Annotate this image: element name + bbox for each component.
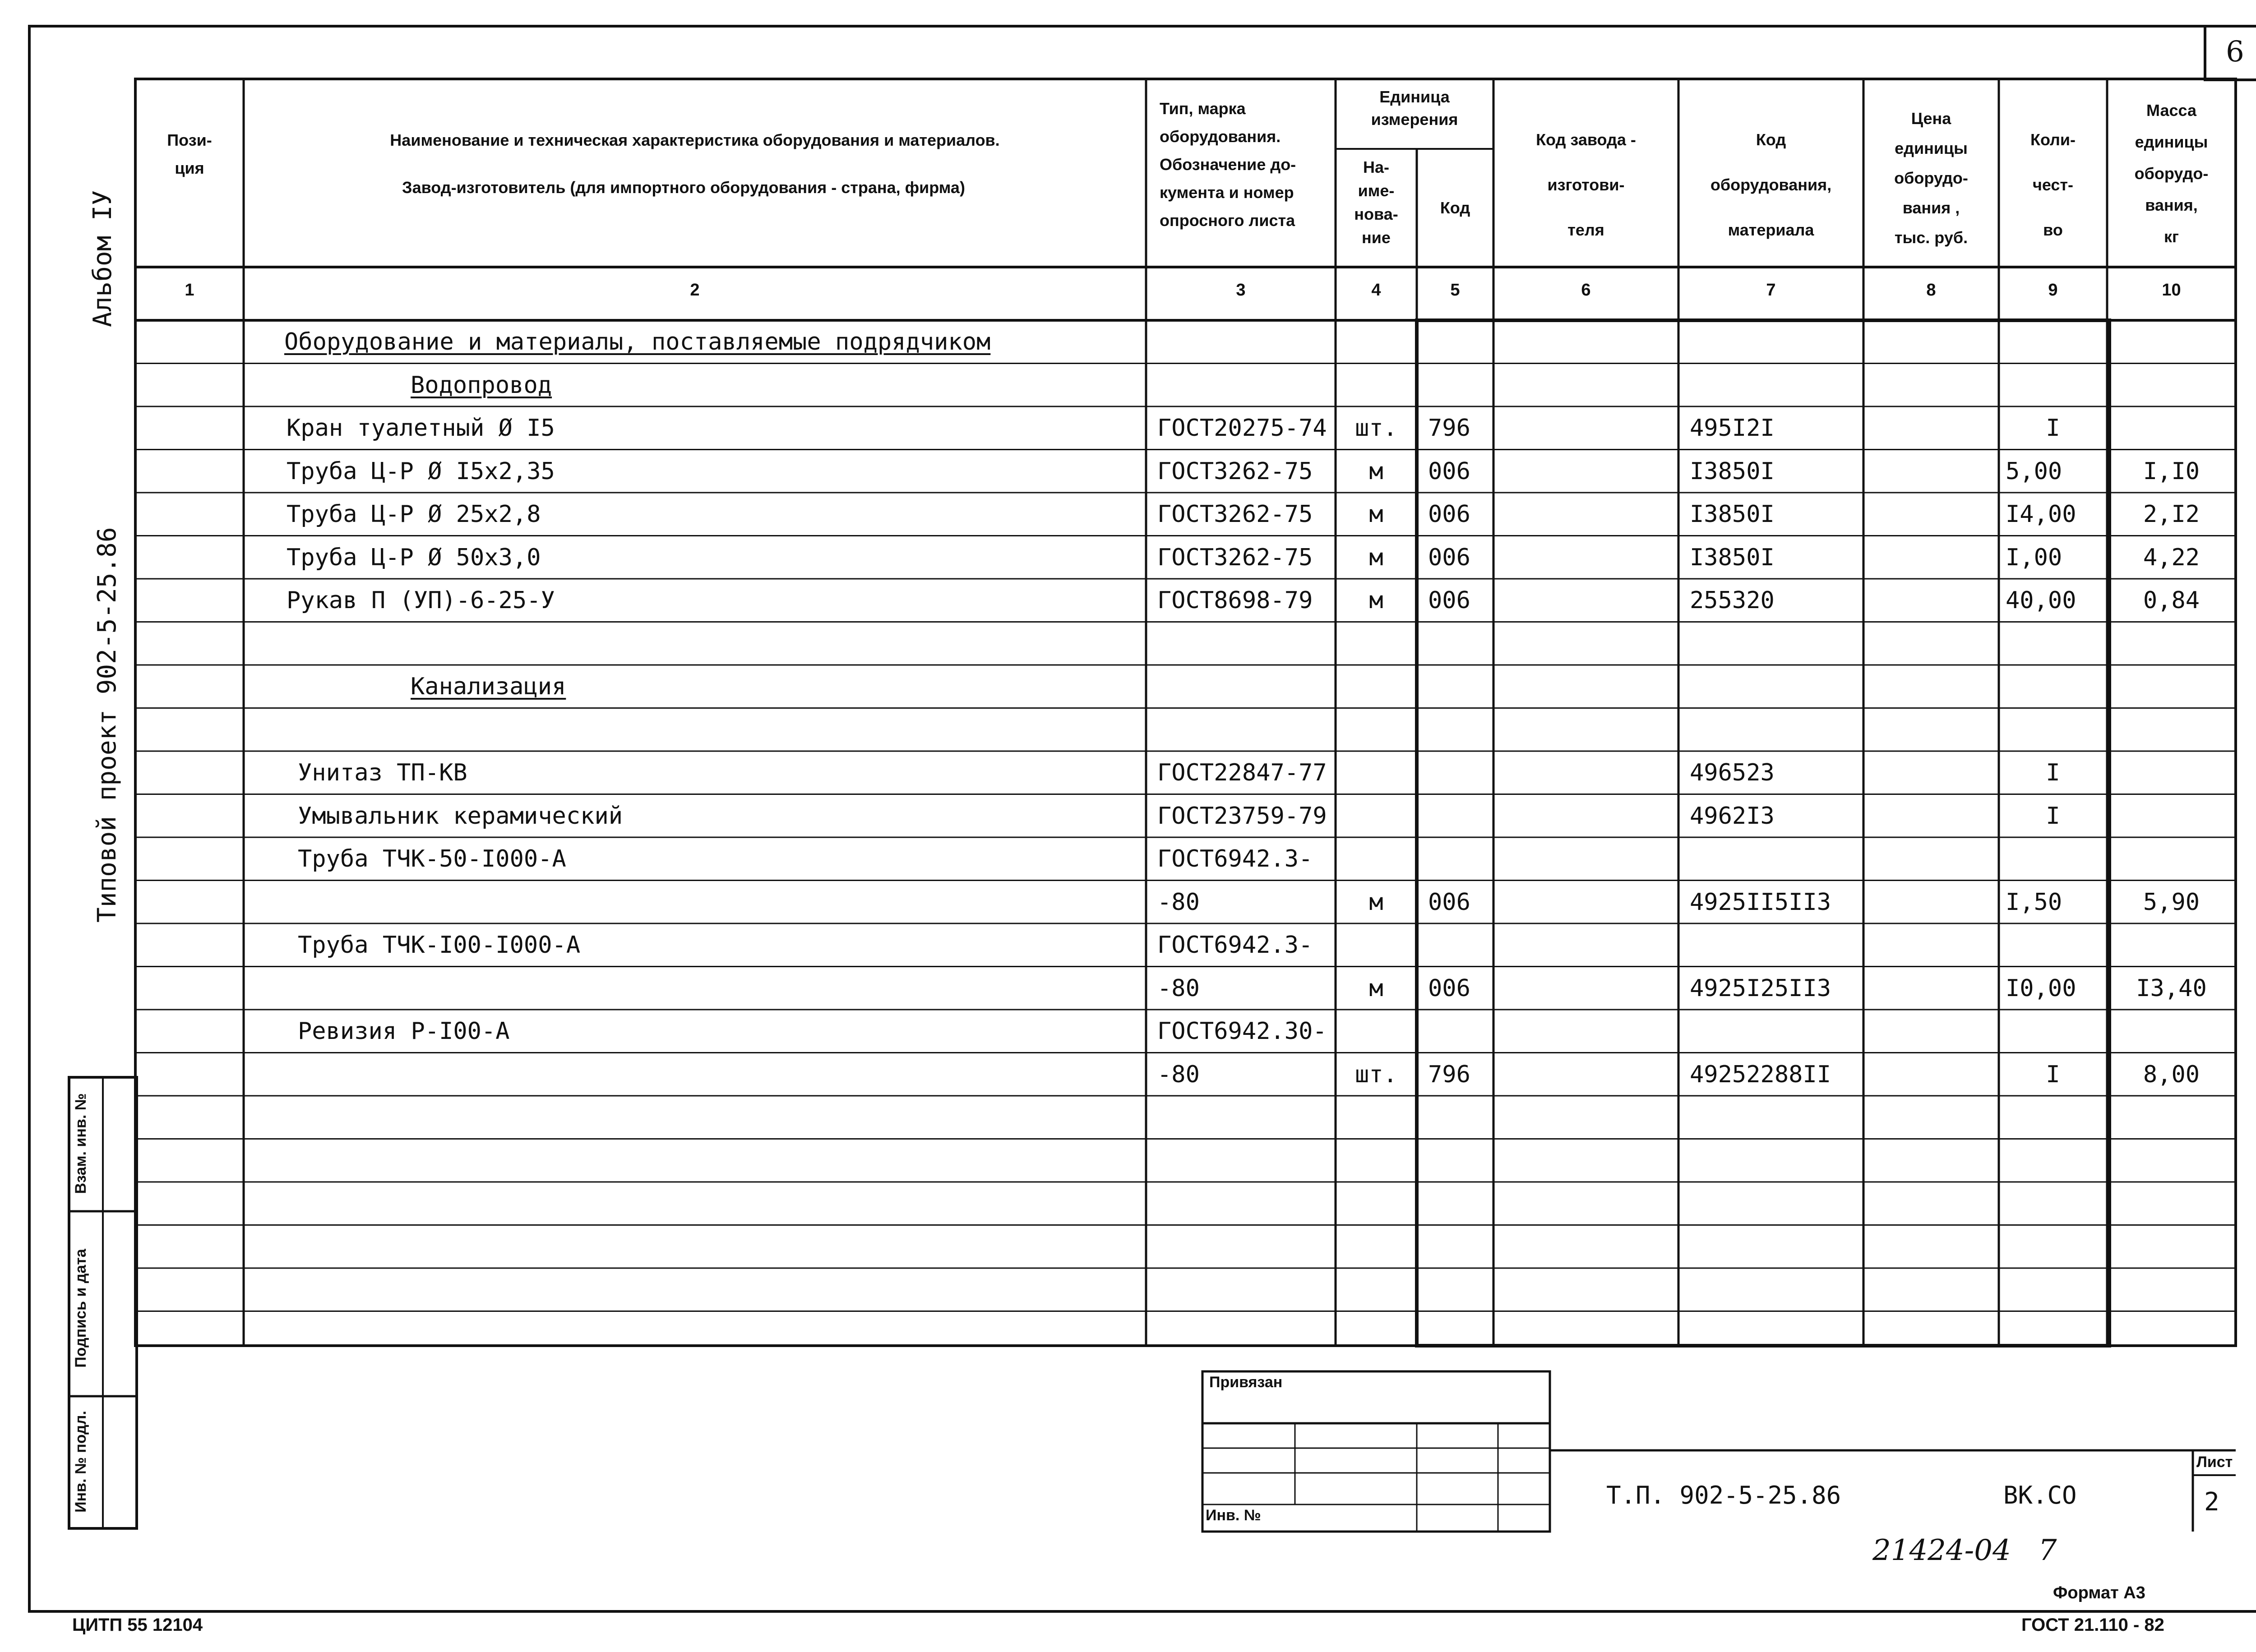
privyazan-label: Привязан	[1209, 1374, 1283, 1391]
document-code: -80	[1157, 1061, 1200, 1088]
header-mass-l3: оборудо-	[2134, 164, 2209, 183]
item-name: Труба Ц-Р Ø I5x2,35	[287, 457, 555, 485]
unit-name: м	[1369, 457, 1383, 485]
sheet-number: 2	[2204, 1487, 2219, 1517]
header-price-l2: единицы	[1895, 139, 1968, 157]
column-number: 4	[1371, 281, 1381, 300]
document-code: ГОСТ20275-74	[1157, 415, 1327, 442]
quantity: I4,00	[2006, 501, 2076, 528]
header-type-l1: Тип, марка	[1160, 99, 1246, 118]
document-code: -80	[1157, 888, 1200, 916]
header-quantity-l1: Коли-	[2030, 130, 2076, 149]
header-quantity-l2: чест-	[2032, 175, 2074, 194]
document-code: -80	[1157, 974, 1200, 1002]
section-heading: Водопровод	[411, 371, 552, 399]
header-unit-l2: измерения	[1371, 110, 1458, 129]
header-type-l2: оборудования.	[1160, 127, 1281, 146]
material-code: 255320	[1690, 587, 1775, 614]
column-number: 6	[1581, 281, 1591, 300]
header-position: Пози- ция	[167, 131, 212, 177]
unit-name: м	[1369, 501, 1383, 528]
header-mass-l1: Масса	[2146, 101, 2196, 120]
header-price-l5: тыс. руб.	[1894, 228, 1968, 247]
unit-code: 006	[1428, 544, 1470, 571]
item-name: Труба Ц-Р Ø 50x3,0	[287, 544, 541, 571]
quantity: 5,00	[2006, 457, 2062, 485]
unit-name: м	[1369, 587, 1383, 614]
column-number: 7	[1766, 281, 1776, 300]
handwritten-number: 21424-04 7	[1872, 1534, 2057, 1567]
header-factory-l3: теля	[1567, 221, 1604, 239]
header-type-l3: Обозначение до-	[1160, 155, 1296, 174]
unit-code: 006	[1428, 974, 1470, 1002]
material-code: 49252288II	[1690, 1061, 1831, 1088]
material-code: 496523	[1690, 759, 1775, 786]
quantity: I	[2046, 759, 2060, 786]
stamp-vzam: Взам. инв. №	[72, 1093, 89, 1194]
unit-code: 006	[1428, 888, 1470, 916]
unit-code: 796	[1428, 1061, 1470, 1088]
material-code: I3850I	[1690, 457, 1775, 485]
unit-name: шт.	[1355, 1061, 1397, 1088]
column-number: 10	[2162, 281, 2181, 300]
item-name: Умывальник керамический	[298, 802, 623, 830]
material-code: 4925I25II3	[1690, 974, 1831, 1002]
designation: Т.П. 902-5-25.86	[1606, 1481, 1841, 1509]
document-code: ГОСТ22847-77	[1157, 759, 1327, 786]
item-name: Унитаз ТП-КВ	[298, 759, 467, 786]
unit-name: шт.	[1355, 415, 1397, 442]
header-name-line1: Наименование и техническая характеристика оборудования и материалов.	[390, 131, 1000, 149]
item-name: Кран туалетный Ø I5	[287, 415, 555, 442]
document-code: ГОСТ3262-75	[1157, 544, 1313, 571]
header-price-l3: оборудо-	[1894, 169, 1968, 187]
album-label: Альбом IУ	[88, 190, 117, 327]
unit-mass: 4,22	[2143, 544, 2200, 571]
material-code: I3850I	[1690, 501, 1775, 528]
section-heading: Оборудование и материалы, поставляемые подрядчиком	[284, 328, 991, 355]
material-code: 4925II5II3	[1690, 888, 1831, 916]
document-code: ГОСТ6942.3-	[1157, 845, 1313, 872]
header-unit-name-l4: ние	[1362, 228, 1391, 247]
quantity: I	[2046, 415, 2060, 442]
sheet-label: Лист	[2196, 1454, 2233, 1471]
header-unit-code: Код	[1440, 198, 1470, 217]
document-code: ГОСТ6942.30-	[1157, 1018, 1327, 1045]
header-mass-l4: вания,	[2145, 196, 2198, 214]
unit-code: 796	[1428, 415, 1470, 442]
header-factory-l2: изготови-	[1547, 175, 1625, 194]
header-type-l4: кумента и номер	[1160, 183, 1294, 202]
header-price-l4: вания ,	[1902, 198, 1960, 217]
material-code: 495I2I	[1690, 415, 1775, 442]
unit-name: м	[1369, 544, 1383, 571]
unit-mass: I3,40	[2136, 974, 2207, 1002]
column-number: 8	[1926, 281, 1936, 300]
item-name: Труба ТЧК-50-I000-А	[298, 845, 566, 872]
quantity: I	[2046, 1061, 2060, 1088]
item-name: Труба Ц-Р Ø 25x2,8	[287, 501, 541, 528]
document-code: ГОСТ23759-79	[1157, 802, 1327, 830]
header-unit-name-l3: нова-	[1354, 205, 1398, 223]
header-quantity-l3: во	[2043, 221, 2063, 239]
quantity: I,50	[2006, 888, 2062, 916]
printer-label: ЦИТП 55 12104	[72, 1615, 203, 1635]
page-number: 6	[2204, 25, 2256, 81]
document-code: ГОСТ3262-75	[1157, 501, 1313, 528]
header-type-l5: опросного листа	[1160, 211, 1295, 230]
unit-mass: 0,84	[2143, 587, 2200, 614]
item-name: Труба ТЧК-I00-I000-А	[298, 932, 581, 959]
unit-mass: I,I0	[2143, 457, 2200, 485]
column-number: 2	[690, 281, 700, 300]
header-mass-l2: единицы	[2135, 133, 2208, 151]
quantity: I	[2046, 802, 2060, 830]
header-unit-l1: Единица	[1379, 88, 1450, 106]
document-code: ГОСТ3262-75	[1157, 457, 1313, 485]
stamp-podpis: Подпись и дата	[72, 1249, 89, 1368]
header-name-line2: Завод-изготовитель (для импортного оборудования - страна, фирма)	[402, 178, 965, 197]
header-factory-l1: Код завода -	[1536, 130, 1636, 149]
stamp-inv-podl: Инв. № подл.	[72, 1411, 89, 1513]
unit-code: 006	[1428, 587, 1470, 614]
quantity: I,00	[2006, 544, 2062, 571]
unit-code: 006	[1428, 457, 1470, 485]
header-price-l1: Цена	[1911, 109, 1951, 128]
unit-name: м	[1369, 974, 1383, 1002]
material-code: 4962I3	[1690, 802, 1775, 830]
header-mass-l5: кг	[2164, 227, 2179, 246]
quantity: 40,00	[2006, 587, 2076, 614]
section-code: ВК.СО	[2003, 1481, 2077, 1509]
section-heading: Канализация	[411, 673, 566, 700]
unit-mass: 5,90	[2143, 888, 2200, 916]
column-number: 5	[1450, 281, 1460, 300]
unit-mass: 8,00	[2143, 1061, 2200, 1088]
header-unit-name-l2: име-	[1358, 181, 1395, 200]
standard-label: ГОСТ 21.110 - 82	[2021, 1615, 2164, 1635]
item-name: Ревизия Р-I00-А	[298, 1018, 510, 1045]
material-code: I3850I	[1690, 544, 1775, 571]
unit-code: 006	[1428, 501, 1470, 528]
unit-name: м	[1369, 888, 1383, 916]
item-name: Рукав П (УП)-6-25-У	[287, 587, 555, 614]
header-material-l3: материала	[1728, 221, 1814, 239]
quantity: I0,00	[2006, 974, 2076, 1002]
column-number: 9	[2048, 281, 2058, 300]
inv-no-label: Инв. №	[1206, 1507, 1261, 1524]
header-material-l1: Код	[1756, 130, 1786, 149]
unit-mass: 2,I2	[2143, 501, 2200, 528]
format-label: Формат А3	[2053, 1583, 2145, 1602]
header-unit-name-l1: На-	[1363, 158, 1389, 176]
document-code: ГОСТ8698-79	[1157, 587, 1313, 614]
header-material-l2: оборудования,	[1710, 175, 1832, 194]
column-number: 1	[185, 281, 194, 300]
project-label: Типовой проект 902-5-25.86	[92, 527, 122, 923]
document-code: ГОСТ6942.3-	[1157, 932, 1313, 959]
column-number: 3	[1236, 281, 1246, 300]
